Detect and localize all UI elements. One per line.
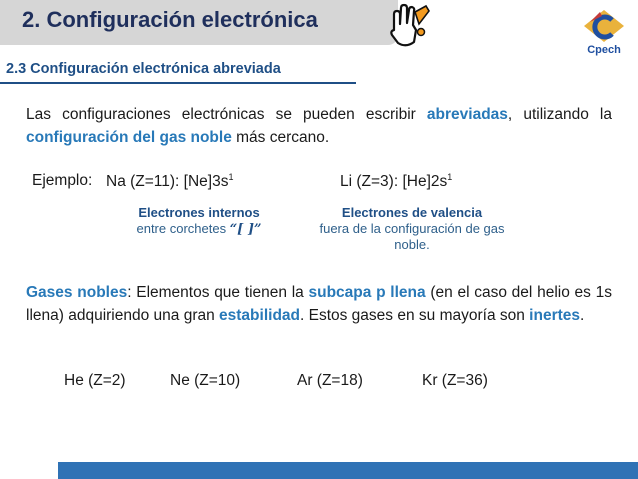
note-internal-electrons [110, 205, 288, 238]
noble-highlight-estabilidad: estabilidad [219, 307, 300, 324]
page-title: 2. Configuración electrónica [22, 7, 318, 32]
note-internal-text: entre corchetes [136, 221, 230, 236]
noble-gases-paragraph [26, 281, 612, 327]
gas-neon: Ne (Z=10) [170, 372, 241, 389]
note-internal-symbol: “[ ]” [229, 222, 262, 237]
sodium-config: Na (Z=11): [Ne]3s [106, 173, 229, 191]
noble-text-3: . Estos gases en su mayoría son [300, 307, 530, 324]
logo-text: Cpech [587, 44, 621, 56]
intro-highlight-gas-noble: configuración del gas noble [26, 129, 232, 146]
example-label: Ejemplo: [32, 172, 93, 189]
note-valence-electrons [308, 205, 516, 253]
subtitle-underline [0, 82, 356, 84]
cpech-logo-icon [578, 8, 630, 44]
section-subtitle: 2.3 Configuración electrónica abreviada [6, 61, 281, 77]
intro-paragraph [26, 103, 612, 149]
noble-text-1: : Elementos que tienen la [127, 284, 309, 301]
intro-text-3: más cercano. [231, 129, 330, 146]
example-sodium [106, 172, 233, 191]
example-lithium [340, 172, 452, 191]
hand-pointer-exclamation-icon [384, 2, 432, 50]
intro-text-2: , utilizando la [507, 106, 612, 123]
gas-argon: Ar (Z=18) [297, 372, 363, 389]
lithium-superscript: 1 [447, 172, 453, 182]
footer-accent-bar [58, 462, 638, 479]
sodium-superscript: 1 [228, 172, 234, 182]
gas-krypton: Kr (Z=36) [422, 372, 488, 389]
note-valence-text: fuera de la configuración de gas noble. [319, 221, 505, 252]
lithium-config: Li (Z=3): [He]2s [340, 173, 448, 191]
intro-text-1: Las configuraciones electrónicas se pueden escribir [26, 106, 427, 123]
noble-text-2: (en el caso del helio es 1s llena) adquiriendo una gran [26, 284, 613, 324]
title-bar [0, 0, 398, 45]
noble-highlight-gases-nobles: Gases nobles [26, 284, 128, 301]
gas-helium: He (Z=2) [64, 372, 126, 389]
noble-highlight-subcapa: subcapa p llena [308, 284, 426, 301]
noble-text-4: . [580, 307, 585, 324]
noble-highlight-inertes: inertes [529, 307, 581, 324]
note-valence-title: Electrones de valencia [341, 205, 483, 220]
cpech-logo [578, 8, 630, 62]
note-internal-title: Electrones internos [138, 205, 260, 220]
intro-highlight-abreviadas: abreviadas [426, 106, 508, 123]
